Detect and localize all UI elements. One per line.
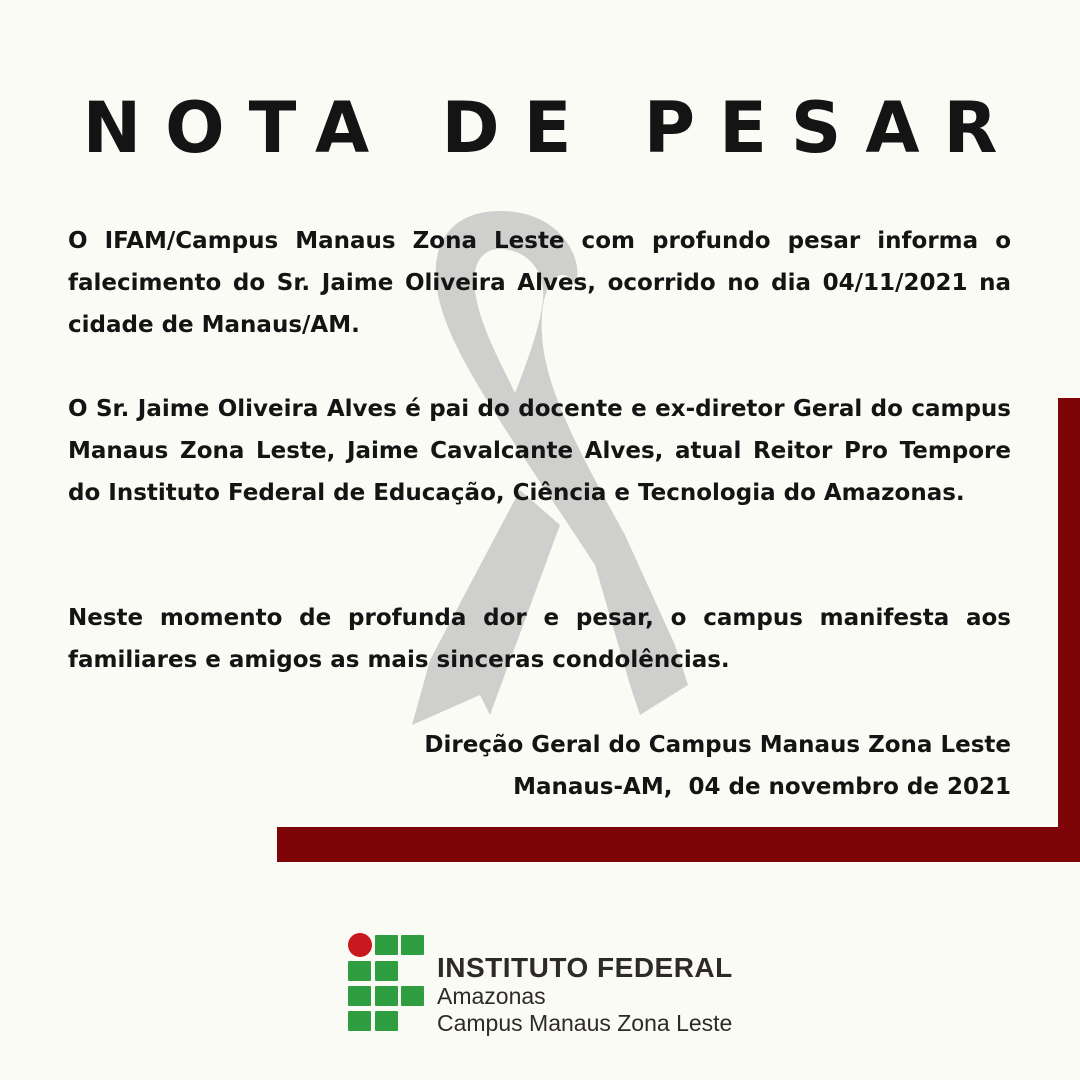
body-paragraph: O Sr. Jaime Oliveira Alves é pai do docente e ex-diretor Geral do campus Manaus Zona Leste, Jaime Cavalcante Alves, atual Reitor Pro Tempore do Instituto Federal de Educação, Ciência e Tecnologia do Amazonas. — [68, 396, 1011, 506]
logo-cell — [375, 935, 398, 955]
logo-cell — [375, 1011, 398, 1031]
accent-bar-right — [1058, 398, 1080, 862]
logo-institution-name: INSTITUTO FEDERAL — [437, 952, 733, 983]
logo-cell — [348, 1011, 371, 1031]
signature-block — [424, 724, 1011, 808]
logo-text — [437, 953, 733, 1037]
ifam-logo-icon — [348, 933, 428, 1033]
logo-cell — [348, 961, 371, 981]
logo-cell — [401, 986, 424, 1006]
body-paragraph: Neste momento de profunda dor e pesar, o campus manifesta aos familiares e amigos as mais sinceras condolências. — [68, 605, 1011, 673]
signature-date: Manaus-AM, 04 de novembro de 2021 — [513, 774, 1011, 800]
logo-campus: Campus Manaus Zona Leste — [437, 1010, 733, 1036]
body-paragraph: O IFAM/Campus Manaus Zona Leste com profundo pesar informa o falecimento do Sr. Jaime Oliveira Alves, ocorrido no dia 04/11/2021 na cidade de Manaus/AM. — [68, 228, 1011, 338]
logo-red-dot — [348, 933, 372, 957]
logo-cell — [375, 961, 398, 981]
logo-state: Amazonas — [437, 983, 546, 1009]
logo-cell — [348, 986, 371, 1006]
signature-line: Direção Geral do Campus Manaus Zona Leste — [424, 732, 1011, 758]
logo-cell — [375, 986, 398, 1006]
logo-cell — [401, 935, 424, 955]
accent-bar-bottom — [277, 827, 1080, 862]
institution-logo — [348, 933, 738, 1043]
page-title: NOTA DE PESAR — [82, 87, 1022, 169]
